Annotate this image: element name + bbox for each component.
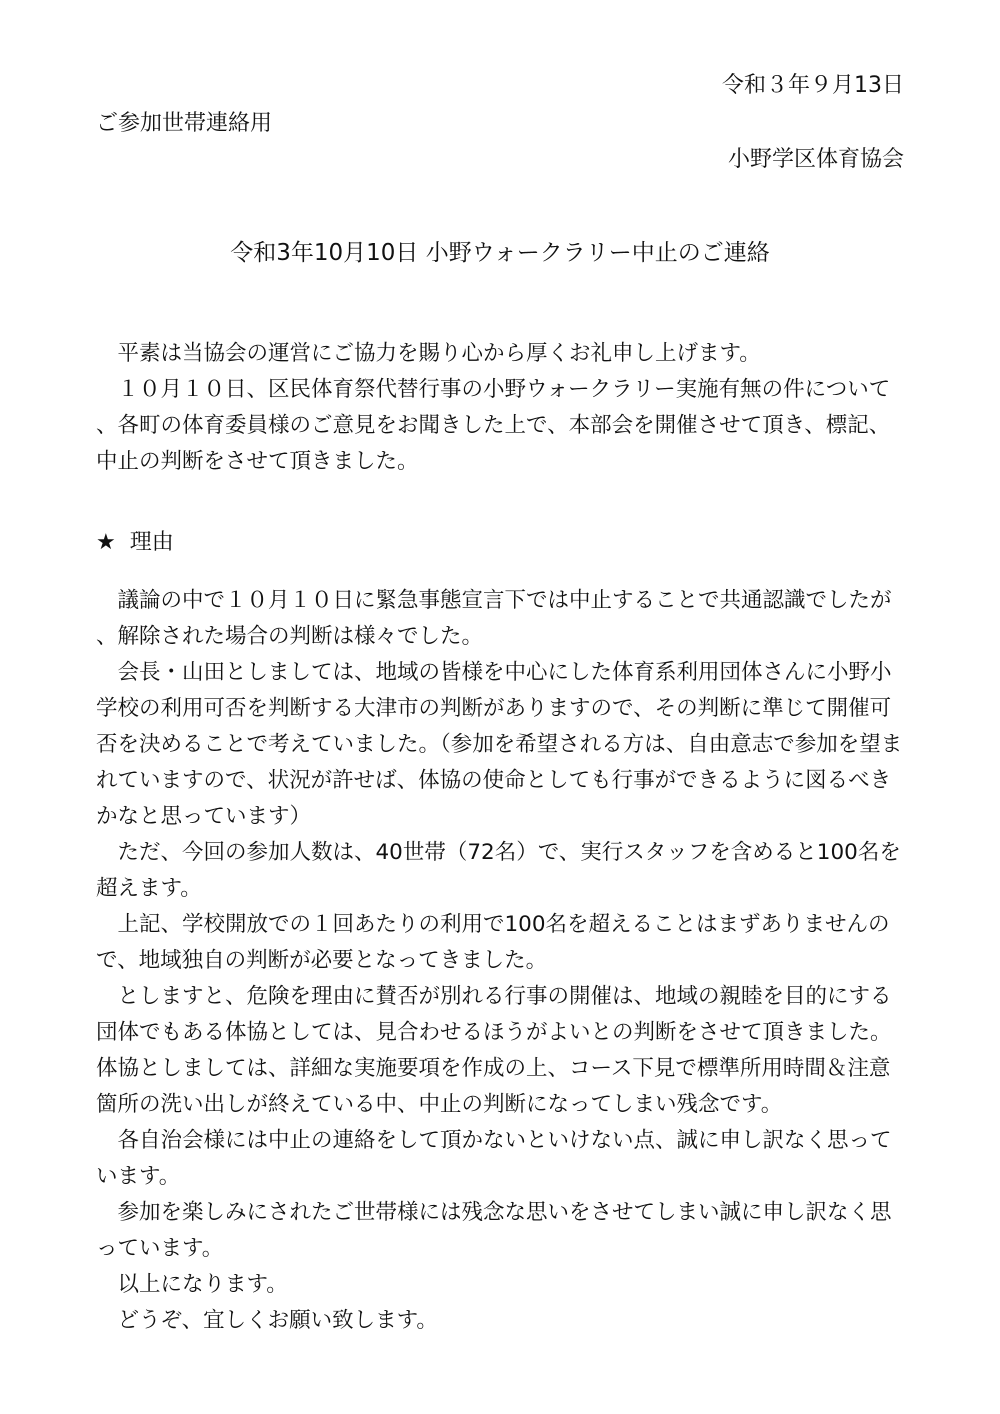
document-date: 令和３年９月13日 [722,73,904,98]
reason-paragraph: 上記、学校開放での１回あたりの利用で100名を超えることはまずありませんので、地域独自の判断が必要となってきました。 [96,912,890,973]
closing-line: どうぞ、宜しくお願い致します。 [117,1308,438,1333]
intro-section [96,336,908,480]
star-icon: ★ [96,530,116,555]
intro-paragraph-greeting: 平素は当協会の運営にご協力を賜り心から厚くお礼申し上げます。 [117,341,761,366]
closing-line: 以上になります。 [117,1272,288,1297]
reason-paragraph: 参加を楽しみにされたご世帯様には残念な思いをさせてしまい誠に申し訳なく思っています。 [96,1200,892,1261]
reason-paragraph: 会長・山田としましては、地域の皆様を中心にした体育系利用団体さんに小野小学校の利用可否を判断する大津市の判断がありますので、その判断に準じて開催可否を決めることで考えていました。（参加を希望される方は、自由意志で参加を望まれていますので、状況が許せば、体協の使命としても行事ができるように図るべきかなと思っています） [96,660,903,829]
reason-heading-label: 理由 [129,530,174,555]
sender-organization: 小野学区体育協会 [727,147,904,172]
intro-paragraph-decision: １０月１０日、区民体育祭代替行事の小野ウォークラリー実施有無の件について、各町の体育委員様のご意見をお聞きした上で、本部会を開催させて頂き、標記、中止の判断をさせて頂きました。 [96,377,891,474]
reason-paragraph: 議論の中で１０月１０日に緊急事態宣言下では中止することで共通認識でしたが、解除された場合の判断は様々でした。 [96,588,892,649]
reason-paragraph: ただ、今回の参加人数は、40世帯（72名）で、実行スタッフを含めると100名を超えます。 [96,840,901,901]
document-title: 令和3年10月10日 小野ウォークラリー中止のご連絡 [230,240,770,266]
reason-paragraph: としますと、危険を理由に賛否が別れる行事の開催は、地域の親睦を目的にする団体でもある体協としては、見合わせるほうがよいとの判断をさせて頂きました。体協としましては、詳細な実施要項を作成の上、コース下見で標準所用時間＆注意箇所の洗い出しが終えている中、中止の判断になってしまい残念です。 [96,984,892,1117]
recipient-line: ご参加世帯連絡用 [96,111,273,136]
reason-paragraph: 各自治会様には中止の連絡をして頂かないといけない点、誠に申し訳なく思っています。 [96,1128,892,1189]
reasons-section [96,583,908,1339]
reason-heading [96,526,174,560]
